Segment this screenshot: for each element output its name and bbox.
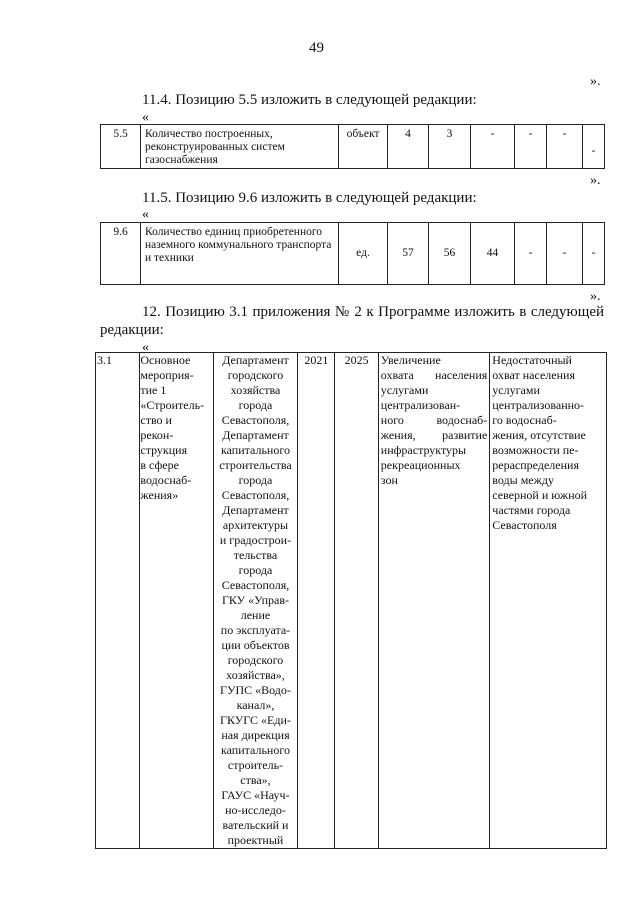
cell-line: ства»,: [240, 773, 271, 787]
indicator-name: Количество единиц приобретенного наземного коммунального транспорта и техники: [141, 223, 339, 285]
value-cell: 4: [388, 125, 429, 169]
cell-line: ная дирекция: [221, 728, 290, 742]
cell-line: ство и: [140, 413, 172, 427]
value-cell: -: [471, 125, 515, 169]
cell-line: вательский и: [222, 818, 289, 832]
cell-line: городского: [227, 368, 284, 382]
cell-line: строитель-: [227, 758, 284, 772]
value-cell: 56: [429, 223, 471, 285]
value-cell: 44: [471, 223, 515, 285]
cell-line: жения»: [140, 488, 179, 502]
expected-result: [378, 353, 489, 849]
cell-line: ГУПС «Водо-: [220, 683, 291, 697]
cell-line: Департамент: [222, 503, 289, 517]
cell-line: струкция: [140, 443, 188, 457]
cell-line: тие 1: [140, 383, 167, 397]
value-cell: -: [583, 223, 605, 285]
cell-line: мероприя-: [140, 368, 194, 382]
cell-line: города: [238, 563, 273, 577]
cell-line: жения, отсутствие: [492, 428, 586, 442]
cell-line: города: [238, 473, 273, 487]
cell-line: и градострои-: [219, 533, 292, 547]
cell-line: северной и южной: [492, 488, 588, 502]
close-quote: ».: [590, 74, 601, 89]
value-cell: -: [515, 125, 547, 169]
cell-line: архитектуры: [222, 518, 289, 532]
cell-line: хозяйства: [230, 383, 281, 397]
cell-line: строительства: [219, 458, 292, 472]
cell-line: Севастополя: [492, 518, 557, 532]
cell-line: но-исследо-: [225, 803, 286, 817]
value-cell: 57: [388, 223, 429, 285]
table-row: [96, 353, 607, 849]
value-cell: 3: [429, 125, 471, 169]
table-position-3-1: [95, 352, 607, 849]
cell-line: города: [238, 398, 273, 412]
cell-line: ГКУГС «Еди-: [220, 713, 291, 727]
cell-line: услугами: [380, 383, 429, 397]
cell-line: ции объектов: [221, 638, 290, 652]
cell-line: Севастополя,: [221, 488, 290, 502]
cell-line: Основное: [140, 353, 191, 367]
cell-line: канал»,: [236, 698, 275, 712]
section-heading: 11.4. Позицию 5.5 изложить в следующей редакции:: [142, 92, 477, 108]
table-row: [101, 223, 605, 285]
row-number: 5.5: [101, 125, 141, 169]
cell-line: услугами: [492, 383, 540, 397]
open-quote: «: [142, 110, 149, 125]
cell-line: ГКУ «Управ-: [221, 593, 289, 607]
row-number: 9.6: [101, 223, 141, 285]
cell-line: Департамент: [222, 428, 289, 442]
row-number: 3.1: [96, 353, 140, 849]
cell-line: Департамент: [222, 353, 289, 367]
indicator-name: Количество построенных, реконструированных систем газоснабжения: [141, 125, 339, 169]
cell-line: хозяйства»,: [226, 668, 285, 682]
cell-line: охвата населения: [380, 368, 488, 382]
open-quote: «: [142, 340, 149, 355]
page-number: 49: [309, 40, 324, 56]
cell-line: водоснаб-: [140, 473, 192, 487]
cell-line: тельства: [233, 548, 278, 562]
cell-line: Севастополя,: [221, 413, 290, 427]
section-heading: 12. Позицию 3.1 приложения № 2 к Программе изложить в следующей: [142, 304, 604, 320]
cell-line: Севастополя,: [221, 578, 290, 592]
cell-line: частями города: [492, 503, 571, 517]
cell-line: в сфере: [140, 458, 179, 472]
cell-line: городского: [227, 653, 284, 667]
section-heading: 11.5. Позицию 9.6 изложить в следующей редакции:: [142, 190, 477, 206]
close-quote: ».: [590, 173, 601, 188]
cell-line: капитального: [220, 743, 290, 757]
cell-line: ГАУС «Науч-: [221, 788, 290, 802]
table-row: [101, 125, 605, 169]
open-quote: «: [142, 207, 149, 222]
cell-line: инфраструктуры: [380, 443, 467, 457]
unit: объект: [339, 125, 388, 169]
cell-line: централизованно-: [492, 398, 585, 412]
start-year: 2021: [298, 353, 335, 849]
cell-line: Увеличение: [380, 353, 441, 367]
cell-line: «Строитель-: [140, 398, 205, 412]
value-cell: -: [583, 125, 605, 169]
cell-line: рекреационных: [380, 458, 461, 472]
cell-line: го водоснаб-: [492, 413, 557, 427]
section-heading-continued: редакции:: [100, 322, 164, 338]
executors: [213, 353, 298, 849]
cell-line: охват населения: [492, 368, 575, 382]
cell-line: Недостаточный: [492, 353, 572, 367]
cell-line: ного водоснаб-: [380, 413, 488, 427]
consequences: [490, 353, 607, 849]
close-quote: ».: [590, 289, 601, 304]
cell-line: воды между: [492, 473, 555, 487]
cell-line: проектный: [227, 833, 284, 847]
value-cell: -: [547, 125, 583, 169]
measure-name: [140, 353, 213, 849]
unit: ед.: [339, 223, 388, 285]
cell-line: капитального: [220, 443, 290, 457]
cell-line: рекон-: [140, 428, 174, 442]
cell-line: возможности пе-: [492, 443, 579, 457]
cell-line: рераспределения: [492, 458, 579, 472]
cell-line: ление: [240, 608, 271, 622]
cell-line: централизован-: [380, 398, 461, 412]
table-position-9-6: [100, 222, 605, 285]
table-position-5-5: [100, 124, 605, 169]
cell-line: зон: [380, 473, 398, 487]
value-cell: -: [515, 223, 547, 285]
cell-line: по эксплуата-: [220, 623, 291, 637]
cell-line: жения, развитие: [380, 428, 488, 442]
end-year: 2025: [335, 353, 378, 849]
value-cell: -: [547, 223, 583, 285]
